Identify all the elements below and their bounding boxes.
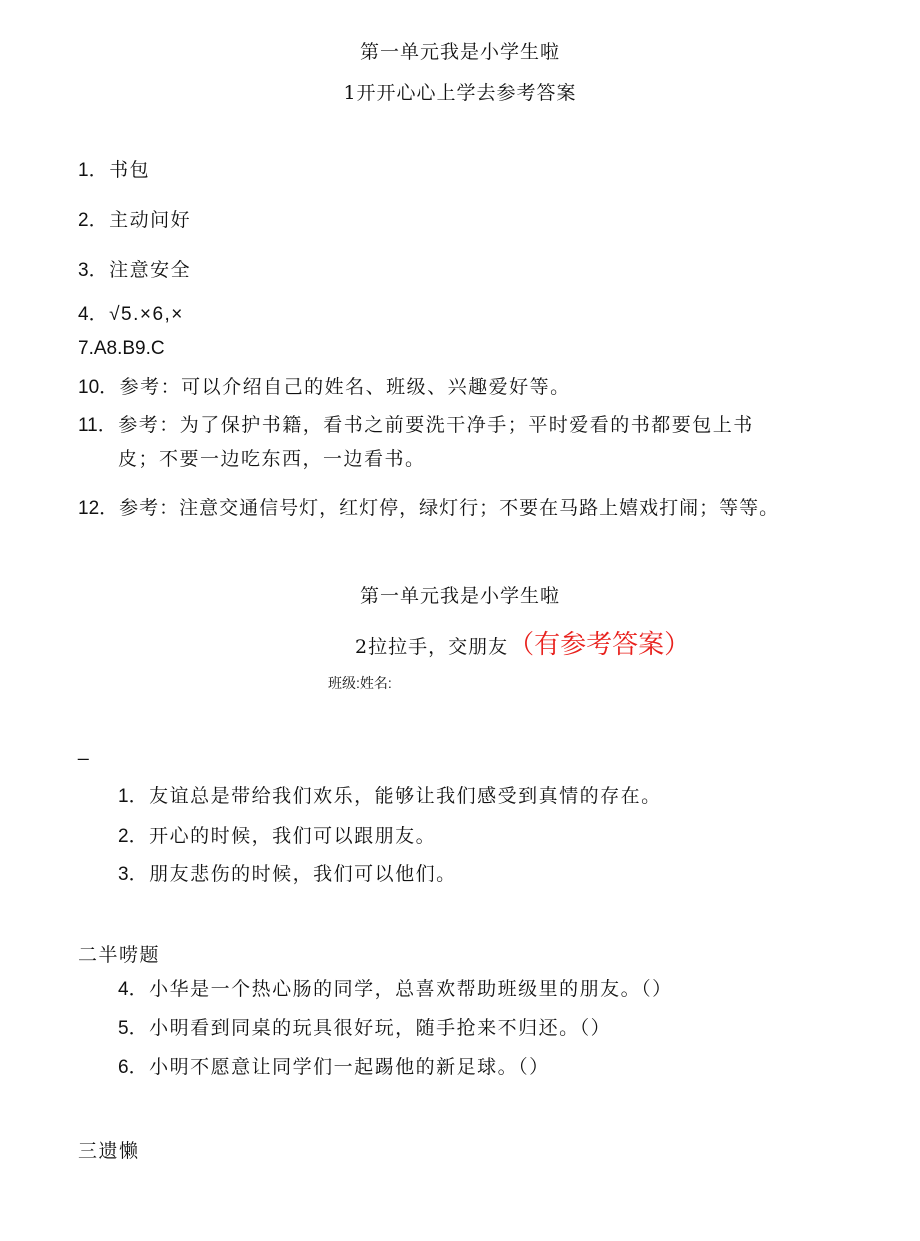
section-3-title: 三遗懒 bbox=[78, 1140, 140, 1162]
lesson-title-1: 1开开心心上学去参考答案 bbox=[343, 82, 577, 104]
answer-10: 10．参考：可以介绍自己的姓名、班级、兴趣爱好等。 bbox=[78, 376, 571, 398]
section-1-marker: _ bbox=[78, 740, 89, 761]
class-name-label: 班级:姓名: bbox=[328, 675, 392, 691]
answer-11: 11．参考：为了保护书籍，看书之前要洗干净手；平时爱看的书都要包上书 bbox=[78, 414, 754, 436]
answer-4-6: 4．√5.×6,× bbox=[78, 304, 184, 325]
answer-2: 2．主动问好 bbox=[78, 209, 192, 231]
unit-title-1: 第一单元我是小学生啦 bbox=[359, 41, 560, 63]
section-2-title: 二半唠题 bbox=[78, 944, 161, 966]
fill-item-3: 3．朋友悲伤的时候，我们可以他们。 bbox=[118, 863, 457, 885]
unit-title-2: 第一单元我是小学生啦 bbox=[359, 585, 560, 607]
judge-item-4: 4．小华是一个热心肠的同学，总喜欢帮助班级里的朋友。（） bbox=[118, 978, 673, 1000]
lesson-title-2: 2拉拉手，交朋友（有参考答案） bbox=[355, 629, 691, 659]
answer-11-continued: 皮；不要一边吃东西，一边看书。 bbox=[118, 448, 426, 470]
judge-item-5: 5．小明看到同桌的玩具很好玩，随手抢来不归还。（） bbox=[118, 1017, 612, 1039]
answer-1: 1．书包 bbox=[78, 159, 151, 181]
answer-12: 12．参考：注意交通信号灯，红灯停，绿灯行；不要在马路上嬉戏打闹；等等。 bbox=[78, 497, 780, 519]
fill-item-2: 2．开心的时候，我们可以跟朋友。 bbox=[118, 825, 437, 847]
fill-item-1: 1．友谊总是带给我们欢乐，能够让我们感受到真情的存在。 bbox=[118, 785, 662, 807]
answer-note: （有参考答案） bbox=[508, 629, 691, 659]
answer-3: 3．注意安全 bbox=[78, 259, 192, 281]
answer-7-9: 7.A8.B9.C bbox=[78, 338, 165, 359]
judge-item-6: 6．小明不愿意让同学们一起踢他的新足球。（） bbox=[118, 1056, 550, 1078]
